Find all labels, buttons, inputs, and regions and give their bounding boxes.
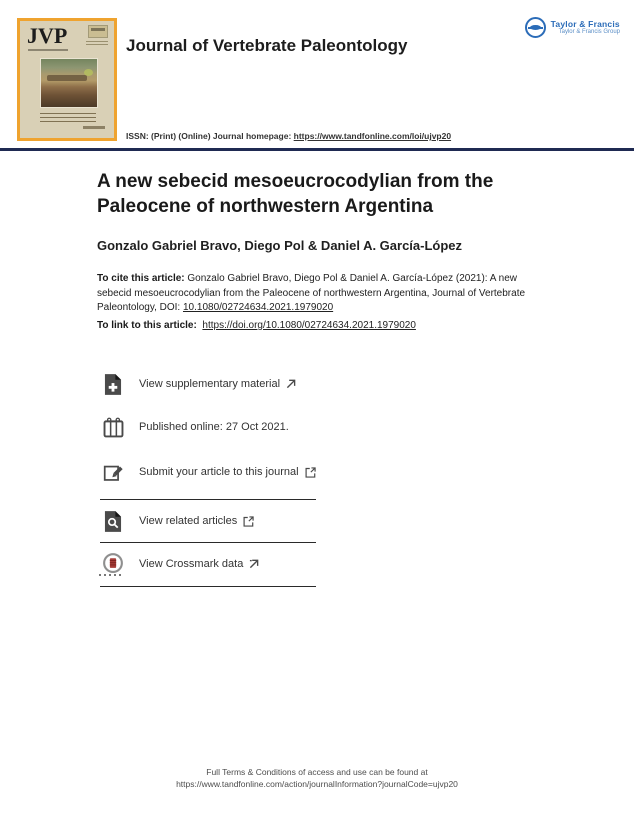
terms-footer [0,767,634,790]
cite-label: To cite this article: [97,273,185,284]
crossmark-microtext [99,574,123,576]
cover-jvp-initials: JVP [27,23,68,48]
cover-issue-microtext [86,41,108,46]
divider [100,499,316,500]
crossmark-logo-icon [100,552,126,576]
journal-homepage-link[interactable]: https://www.tandfonline.com/loi/ujvp20 [293,131,452,141]
external-launch-icon [305,467,316,478]
cover-painting [40,58,98,108]
cover-footnote-microtext [83,126,105,129]
submit-article-label: Submit your article to this journal [139,466,299,478]
citation-paragraph [97,272,542,316]
brand-name: Taylor & Francis [550,19,620,29]
taylor-francis-globe-icon [525,17,546,38]
footer-journal-info-link[interactable]: https://www.tandfonline.com/action/journalInformation?journalCode=ujvp20 [176,778,458,789]
published-online-row [100,415,316,439]
article-actions-list [100,366,316,587]
divider [100,586,316,587]
link-label: To link to this article: [97,320,197,331]
cover-subtitle-microtext [28,49,68,51]
issn-homepage-line [126,131,451,141]
crossmark-label: View Crossmark data [139,558,244,570]
supplementary-label: View supplementary material [139,378,281,390]
header-divider-rule [0,148,634,151]
document-search-icon [100,511,126,532]
view-supplementary-material-link[interactable] [100,372,316,396]
external-arrow-icon [286,379,296,389]
brand-group-name: Taylor & Francis Group [558,29,620,36]
external-launch-icon [243,516,254,527]
calendar-icon [100,417,126,438]
view-related-articles-link[interactable] [100,509,316,533]
article-title: A new sebecid mesoeucrocodylian from the Paleocene of northwestern Argentina [97,171,494,217]
view-crossmark-data-link[interactable] [100,552,316,576]
pencil-square-icon [100,462,126,483]
submit-article-link[interactable] [100,460,316,484]
published-online-label: Published online: 27 Oct 2021. [139,421,289,433]
journal-title: Journal of Vertebrate Paleontology [126,36,408,55]
related-articles-label: View related articles [139,515,238,527]
cover-caption-microtext [40,113,96,124]
issn-label: ISSN: (Print) (Online) Journal homepage: [126,131,294,141]
external-arrow-icon [249,559,259,569]
divider [100,542,316,543]
journal-cover-thumbnail [17,18,117,141]
cite-body: Gonzalo Gabriel Bravo, Diego Pol & Daniel A. García-López (2021): A new sebecid mesoeucrocodylian from the Paleocene of northwestern Argentina, Journal of Vertebrate Paleontology, DOI: [97,273,526,313]
taylor-francis-logo[interactable] [525,17,620,38]
svp-emblem [88,25,108,38]
link-paragraph [97,320,542,331]
supplementary-document-plus-icon [100,374,126,395]
footer-terms-text: Full Terms & Conditions of access and use can be found at [206,767,428,777]
cite-doi-link[interactable]: 10.1080/02724634.2021.1979020 [182,302,334,313]
article-authors: Gonzalo Gabriel Bravo, Diego Pol & Daniel A. García-López [97,238,463,253]
article-doi-link[interactable]: https://doi.org/10.1080/02724634.2021.1979020 [202,320,416,331]
